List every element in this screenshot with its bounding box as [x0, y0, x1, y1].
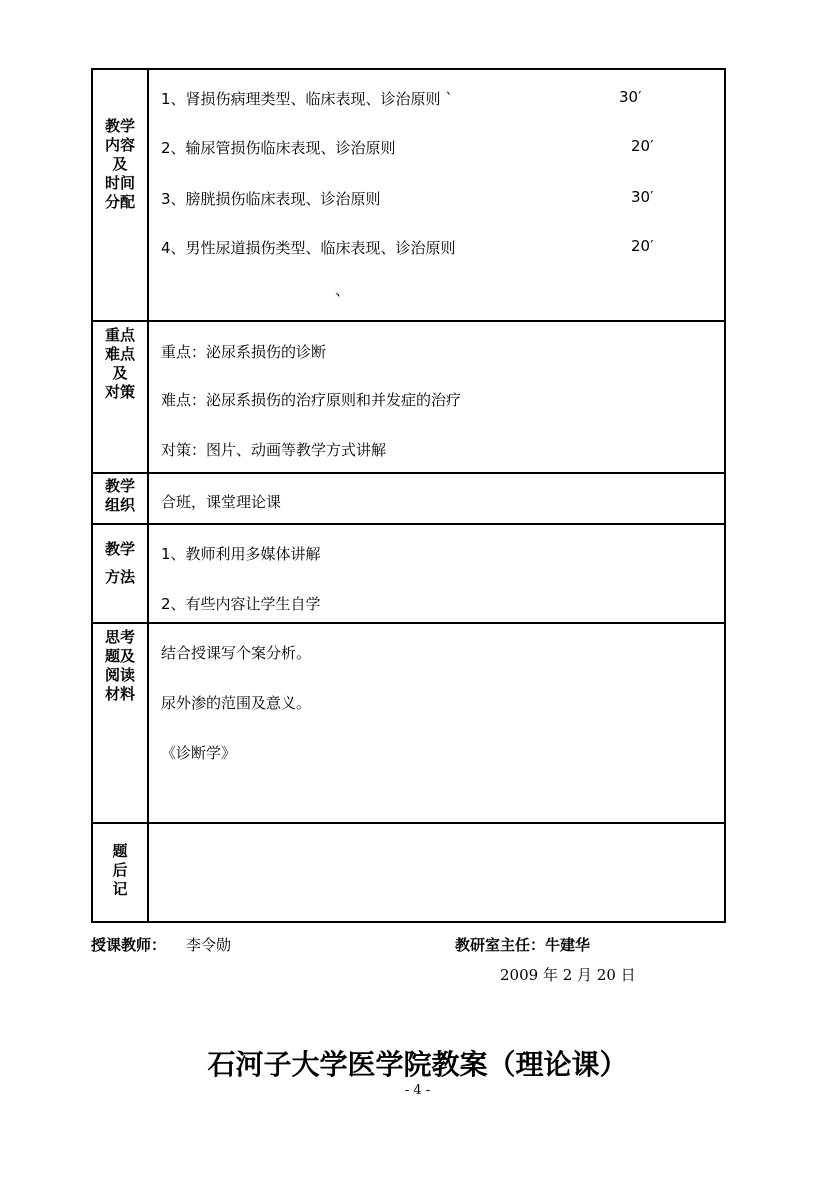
- lesson-plan-table: [91, 68, 726, 923]
- methods-cell: [149, 525, 724, 624]
- row-postscript: [93, 822, 724, 921]
- label-line: 教学: [104, 117, 135, 135]
- page-number: - 4 -: [404, 1083, 431, 1098]
- row-label-content: [93, 70, 149, 320]
- time-allocation: 20′: [631, 137, 654, 155]
- key-points-cell: [149, 322, 724, 474]
- organization-cell: [149, 474, 724, 525]
- label-line: 及: [112, 364, 128, 382]
- label-line: 阅读: [104, 666, 135, 684]
- row-reading: [93, 622, 724, 824]
- time-allocation: 30′: [619, 88, 642, 106]
- row-key-points: [93, 320, 724, 474]
- content-item: 3、膀胱损伤临床表现、诊治原则: [161, 190, 381, 208]
- label-line: 题: [112, 842, 128, 860]
- label-line: 思考: [104, 628, 135, 646]
- row-label-methods: [93, 525, 149, 624]
- teacher-label: 授课教师：: [91, 936, 167, 954]
- time-allocation: 30′: [631, 188, 654, 206]
- label-line: 方法: [104, 568, 135, 586]
- next-page-title: 石河子大学医学院教案（理论课）: [207, 1048, 628, 1081]
- postscript-cell: [149, 824, 724, 921]
- label-line: 内容: [104, 136, 135, 154]
- organization-line: 合班，课堂理论课: [161, 493, 282, 511]
- teacher-name: 李令勋: [186, 936, 232, 954]
- row-label-organization: [93, 474, 149, 525]
- label-line: 材料: [104, 685, 135, 703]
- label-line: 时间: [104, 174, 135, 192]
- reading-cell: [149, 624, 724, 824]
- row-organization: [93, 472, 724, 525]
- label-line: 题及: [104, 647, 135, 665]
- method-line: 1、教师利用多媒体讲解: [161, 545, 321, 563]
- label-line: 后: [112, 861, 128, 879]
- row-label-postscript: [93, 824, 149, 921]
- director-label: 教研室主任：牛建华: [455, 936, 591, 954]
- label-line: 对策: [104, 383, 135, 401]
- difficulty-line: 难点：泌尿系损伤的治疗原则和并发症的治疗: [161, 391, 462, 409]
- label-line: 难点: [104, 345, 135, 363]
- key-point-line: 重点：泌尿系损伤的诊断: [161, 343, 327, 361]
- content-item: 2、输尿管损伤临床表现、诊治原则: [161, 139, 396, 157]
- row-label-key-points: [93, 322, 149, 474]
- reading-line: 尿外渗的范围及意义。: [161, 694, 312, 712]
- label-line: 及: [112, 155, 128, 173]
- label-line: 记: [112, 880, 128, 898]
- strategy-line: 对策：图片、动画等教学方式讲解: [161, 441, 387, 459]
- time-allocation: 20′: [631, 237, 654, 255]
- content-item: 1、肾损伤病理类型、临床表现、诊治原则 `: [161, 90, 453, 108]
- row-label-reading: [93, 624, 149, 824]
- content-item: 4、男性尿道损伤类型、临床表现、诊治原则: [161, 239, 456, 257]
- signed-date: 2009 年 2 月 20 日: [500, 966, 636, 984]
- label-line: 重点: [104, 326, 135, 344]
- stray-mark: 、: [335, 281, 351, 299]
- row-content-time: [93, 70, 724, 320]
- row-methods: [93, 523, 724, 624]
- method-line: 2、有些内容让学生自学: [161, 595, 321, 613]
- label-line: 教学: [104, 477, 135, 495]
- reading-line: 结合授课写个案分析。: [161, 644, 312, 662]
- label-line: 组织: [104, 496, 135, 514]
- reading-line: 《诊断学》: [161, 744, 237, 762]
- label-line: 分配: [104, 193, 135, 211]
- content-cell: [149, 70, 724, 320]
- label-line: 教学: [104, 540, 135, 558]
